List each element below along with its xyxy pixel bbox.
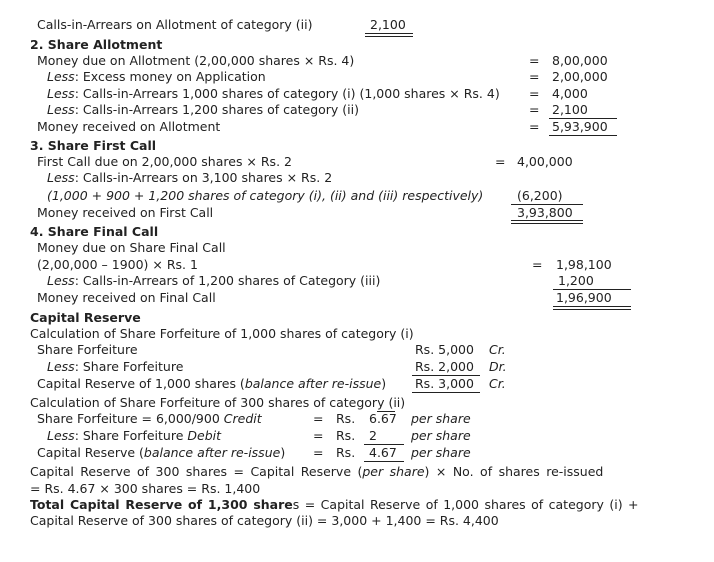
first-call-total-double-line <box>511 223 583 224</box>
allotment-cat1-value: 4,000 <box>552 86 588 101</box>
allotment-cat2-eq: = <box>529 102 540 117</box>
para1-c: ) × No. of shares re-issued <box>424 464 604 479</box>
allotment-cat1-row <box>47 86 500 102</box>
allotment-cat1-eq: = <box>529 86 540 101</box>
total-bold: Total Capital Reserve of 1,300 share <box>30 497 293 512</box>
first-call-total-line <box>511 220 583 221</box>
first-call-due-eq: = <box>495 154 506 169</box>
cr1-total-line <box>412 392 480 393</box>
first-call-heading: 3. Share First Call <box>30 138 157 153</box>
final-call-due-label: Money due on Share Final Call <box>37 240 226 255</box>
first-call-note: (1,000 + 900 + 1,200 shares of category (i), (ii) and (iii) respectively) <box>47 188 484 203</box>
final-call-due-value: 1,98,100 <box>556 257 612 272</box>
cr1-label-c: ) <box>381 376 387 391</box>
total-line1 <box>30 497 639 513</box>
cr2-label-b: balance after re-issue <box>143 445 281 460</box>
cr2-unit: per share <box>411 445 471 460</box>
less-word: Less <box>47 86 75 101</box>
allotment-received-label: Money received on Allotment <box>37 119 221 134</box>
allotment-excess-eq: = <box>529 69 540 84</box>
allotment-cat2-row <box>47 102 359 118</box>
less-share-forfeiture-label: : Share Forfeiture <box>74 359 184 374</box>
final-call-arrears-label: : Calls-in-Arrears of 1,200 shares of Category (iii) <box>74 273 381 288</box>
final-call-due-eq: = <box>532 257 543 272</box>
less2-rs: Rs. <box>336 428 356 443</box>
first-call-arrears-row <box>47 170 332 186</box>
first-call-received-label: Money received on First Call <box>37 205 214 220</box>
cr2-label <box>37 445 285 461</box>
allotment-received-eq: = <box>529 119 540 134</box>
para1-line1 <box>30 464 603 480</box>
share-forfeiture-value: Rs. 5,000 <box>415 342 474 357</box>
less2-unit: per share <box>411 428 471 443</box>
sf2-eq: = <box>313 411 324 426</box>
less2-row <box>47 428 221 444</box>
sf2-label <box>37 411 262 427</box>
less-share-forfeiture-value: Rs. 2,000 <box>415 359 474 374</box>
cr2-total-line <box>364 461 404 462</box>
allotment-excess-row <box>47 69 266 85</box>
sf2-unit: per share <box>411 411 471 426</box>
less2-amount: 2 <box>369 428 377 443</box>
para1-line2: = Rs. 4.67 × 300 shares = Rs. 1,400 <box>30 481 261 496</box>
less-word: Less <box>47 102 75 117</box>
less-word: Less <box>47 428 75 443</box>
cr2-eq: = <box>313 445 324 460</box>
less-share-forfeiture-row <box>47 359 183 375</box>
total-rest: s = Capital Reserve of 1,000 shares of category (i) + <box>292 497 639 512</box>
allotment-heading: 2. Share Allotment <box>30 37 163 52</box>
allotment-excess-label: : Excess money on Application <box>74 69 266 84</box>
first-call-arrears-value: (6,200) <box>517 188 563 203</box>
cr1-label <box>37 376 386 392</box>
allotment-cat2-value: 2,100 <box>552 102 588 117</box>
sf2-amount: 6.67 <box>369 411 397 426</box>
final-call-calc-label: (2,00,000 – 1900) × Rs. 1 <box>37 257 198 272</box>
less2-label: : Share Forfeiture <box>74 428 188 443</box>
intro-double-underline <box>365 36 413 37</box>
cr1-side: Cr. <box>489 376 506 391</box>
cr2-amount: 4.67 <box>369 445 397 460</box>
final-call-received-label: Money received on Final Call <box>37 290 216 305</box>
allotment-due-value: 8,00,000 <box>552 53 608 68</box>
cr2-label-c: ) <box>280 445 286 460</box>
intro-label: Calls-in-Arrears on Allotment of category (ii) <box>37 17 313 32</box>
sf2-rs: Rs. <box>336 411 356 426</box>
share-forfeiture-label: Share Forfeiture <box>37 342 138 357</box>
calc1-title: Calculation of Share Forfeiture of 1,000 shares of category (i) <box>30 326 414 341</box>
allotment-total-line <box>549 135 617 136</box>
allotment-received-value: 5,93,900 <box>552 119 608 134</box>
less2-eq: = <box>313 428 324 443</box>
sf2-label-b: Credit <box>223 411 262 426</box>
allotment-due-eq: = <box>529 53 540 68</box>
share-forfeiture-side: Cr. <box>489 342 506 357</box>
less-word: Less <box>47 273 75 288</box>
allotment-excess-value: 2,00,000 <box>552 69 608 84</box>
sf2-label-a: Share Forfeiture = 6,000/900 <box>37 411 224 426</box>
final-call-total-double-line <box>553 309 631 310</box>
cr1-value: Rs. 3,000 <box>415 376 474 391</box>
total-line2: Capital Reserve of 300 shares of category (ii) = 3,000 + 1,400 = Rs. 4,400 <box>30 513 499 528</box>
cr2-rs: Rs. <box>336 445 356 460</box>
first-call-due-value: 4,00,000 <box>517 154 573 169</box>
final-call-total-line <box>553 306 631 307</box>
first-call-received-value: 3,93,800 <box>517 205 573 220</box>
intro-underline <box>365 33 413 34</box>
intro-value: 2,100 <box>370 17 406 32</box>
final-call-heading: 4. Share Final Call <box>30 224 159 239</box>
final-call-arrears-row <box>47 273 380 289</box>
capital-reserve-heading: Capital Reserve <box>30 310 141 325</box>
allotment-cat1-label: : Calls-in-Arrears 1,000 shares of category (i) (1,000 shares × Rs. 4) <box>74 86 500 101</box>
less-word: Less <box>47 170 75 185</box>
cr1-label-b: balance after re-issue <box>244 376 382 391</box>
allotment-cat2-label: : Calls-in-Arrears 1,200 shares of category (ii) <box>74 102 360 117</box>
less-word: Less <box>47 69 75 84</box>
cr2-label-a: Capital Reserve ( <box>37 445 144 460</box>
first-call-due-label: First Call due on 2,00,000 shares × Rs. 2 <box>37 154 292 169</box>
less-share-forfeiture-side: Dr. <box>489 359 507 374</box>
less-word: Less <box>47 359 75 374</box>
calc2-title: Calculation of Share Forfeiture of 300 shares of category (ii) <box>30 395 406 410</box>
para1-a: Capital Reserve of 300 shares = Capital Reserve ( <box>30 464 363 479</box>
final-call-received-value: 1,96,900 <box>556 290 612 305</box>
cr1-label-a: Capital Reserve of 1,000 shares ( <box>37 376 245 391</box>
para1-b: per share <box>362 464 425 479</box>
final-call-arrears-value: 1,200 <box>558 273 594 288</box>
first-call-arrears-label: : Calls-in-Arrears on 3,100 shares × Rs. 2 <box>74 170 333 185</box>
allotment-due-label: Money due on Allotment (2,00,000 shares × Rs. 4) <box>37 53 355 68</box>
less2-label-b: Debit <box>187 428 221 443</box>
